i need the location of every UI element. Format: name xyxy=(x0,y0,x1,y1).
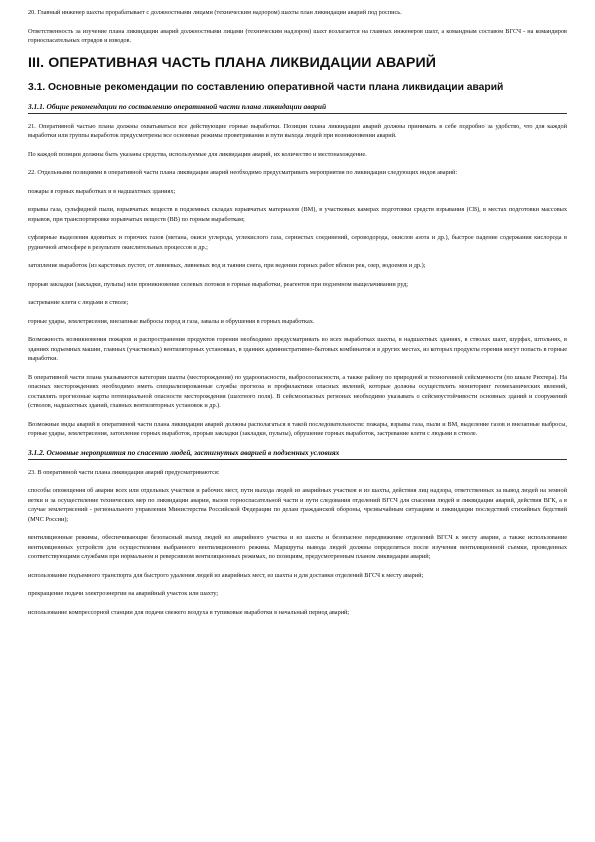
paragraph-23: 23. В оперативной части плана ликвидации аварий предусматриваются: xyxy=(28,468,220,476)
paragraph-rockbursts: горные удары, землетрясения, внезапные выбросы пород и газа, завалы и обрушения в горных выработках. xyxy=(28,317,315,325)
paragraph-transport: использование подъемного транспорта для быстрого удаления людей из аварийных мест, из шахты и для доставки отделений ВГСЧ к месту аварий; xyxy=(28,571,424,579)
paragraph-21-means: По каждой позиции должны быть указаны средства, используемые для ликвидации аварий, их количество и местонахождение. xyxy=(28,150,367,158)
subsection-title-3-1: 3.1. Основные рекомендации по составлению оперативной части плана ликвидации аварий xyxy=(28,81,504,93)
subsubsection-title-3-1-2: 3.1.2. Основные мероприятия по спасению людей, застигнутых аварией в подземных условиях xyxy=(28,448,567,460)
paragraph-flooding: затопление выработок (из карстовых пустот, от ливневых, ливневых вод и таяния снега, при ведении горных работ вблизи рек, озер, водоемов и др.); xyxy=(28,262,426,269)
paragraph-fires: пожары в горных выработках и в надшахтных зданиях; xyxy=(28,187,176,195)
paragraph-breakthrough: прорыв закладки (закладки, пульпы) или проникновение селевых потоков в горные выработки, реагентов при подземном выщелачивании руд; xyxy=(28,280,408,288)
paragraph-responsibility: Ответственность за изучение плана ликвидации аварий должностными лицами (техническим надзором) шахт возлагается на главных инженеров шахт, а командным составом ВГСЧ - на командиров горноспасательных отрядов и взводов. xyxy=(28,27,567,44)
paragraph-21: 21. Оперативной частью плана должны охватываться все действующие горные выработки. Позиции плана ликвидации аварий должны принимать в себе подробно за удобство, что для каждой выработки или группы выработок предусмотрены все основные режимы проветривания и пути выхода людей при возникновении аварий. xyxy=(28,122,567,139)
paragraph-seismic: В оперативной части плана указываются категории шахты (месторождения) по удароопасности, выбросоопасности, а также району по природной и техногенной сейсмичности (по шкале Рихтера). На опасных месторождениях необходимо иметь специализированные службы прогноза и профилактики опасных явлений, которые должны осуществлять мониторинг геомеханических явлений, составлять прогнозные карты потенциальной опасности месторождения (шахтного поля). В сейсмоопасных регионах необходимо указывать о сейсмоустойчивости основных зданий и сооружений (стволов, надшахтных зданий, главных вентиляторных установок и др.). xyxy=(28,373,567,409)
subsubsection-title-3-1-1: 3.1.1. Общие рекомендации по составлению оперативной части плана ликвидации аварий xyxy=(28,102,567,114)
paragraph-explosions: взрывы газа, сульфидной пыли, взрывчатых веществ в подземных складах взрывчатых материалов (ВМ), в участковых камерах подготовки средств взрывания (СВ), в местах подготовки массовых взрывов, при транспортировке взрывчатых веществ (ВВ) по горным выработкам; xyxy=(28,206,567,223)
paragraph-20: 20. Главный инженер шахты прорабатывает с должностными лицами (техническим надзором) шахты план ликвидации аварий под роспись. xyxy=(28,9,402,16)
paragraph-power-off: прекращение подачи электроэнергии на аварийный участок или шахту; xyxy=(28,590,219,597)
paragraph-sudden-outbursts: суфлярные выделения ядовитых и горючих газов (метана, окиси углерода, углекислого газа, сернистых соединений, сероводорода, окислов азота и др.), быстрое падение содержания кислорода в рудничной атмосфере в результате окислительных процессов и др.; xyxy=(28,234,567,251)
paragraph-compressor: использование компрессорной станции для подачи свежего воздуха в тупиковые выработки в начальный период аварий; xyxy=(28,608,350,616)
paragraph-notification: способы оповещения об аварии всех или отдельных участков и рабочих мест, пути выхода людей из аварийных участков и из шахты, действия лиц надзора, ответственных за вывод людей на земной ветки и за осуществление технических мер по ликвидации аварии, вызов горноспасательной части и пути следования отделений ВГСЧ для спасения людей и ликвидации аварий, действия ВГК, а в случае землетрясений - регионального управления Министерства Российской Федерации по делам гражданской обороны, чрезвычайным ситуациям и ликвидации последствий стихийных бедствий (МЧС России); xyxy=(28,487,567,523)
section-title-iii: III. ОПЕРАТИВНАЯ ЧАСТЬ ПЛАНА ЛИКВИДАЦИИ АВАРИЙ xyxy=(28,54,437,71)
paragraph-cage: застревание клети с людьми в стволе; xyxy=(28,299,129,306)
paragraph-order: Возможные виды аварий в оперативной части плана ликвидации аварий должны располагаться в такой последовательности: пожары, взрывы газа, пыли и ВМ, выделение газов и внезапные выбросы, горные удары, землетрясения, затопление горных выработок, прорыв закладки (закладки, пульпы), обрушение горных выработок, застревание клети с людьми в стволе. xyxy=(28,420,567,437)
paragraph-ventilation: вентиляционные режимы, обеспечивающие безопасный выход людей из аварийного участка и из шахты и безопасное передвижение отделений ВГСЧ к месту аварии, а также использование вентиляционных устройств для осуществления выбранного вентиляционного режима. Маршруты вывода людей должны определяться после изучения вентиляционной съемки, проведенных соответствующими службами при нормальном и реверсивном вентиляционных режимах, по позициям, предусмотренным планом ликвидации аварий; xyxy=(28,534,567,560)
paragraph-possibility: Возможность возникновения пожаров и распространения продуктов горения необходимо предусматривать во всех выработках шахты, в надшахтных зданиях, в стволах шахт, шурфах, штольнях, в зданиях подъемных машин, главных (участковых) вентиляторных установках, в зданиях административно-бытовых комбинатов и в других местах, из которых продукты горения могут попасть в горные выработки. xyxy=(28,336,567,362)
paragraph-22: 22. Отдельными позициями в оперативной части плана ликвидации аварий необходимо предусматривать мероприятия по ликвидации следующих видов аварий: xyxy=(28,169,458,176)
